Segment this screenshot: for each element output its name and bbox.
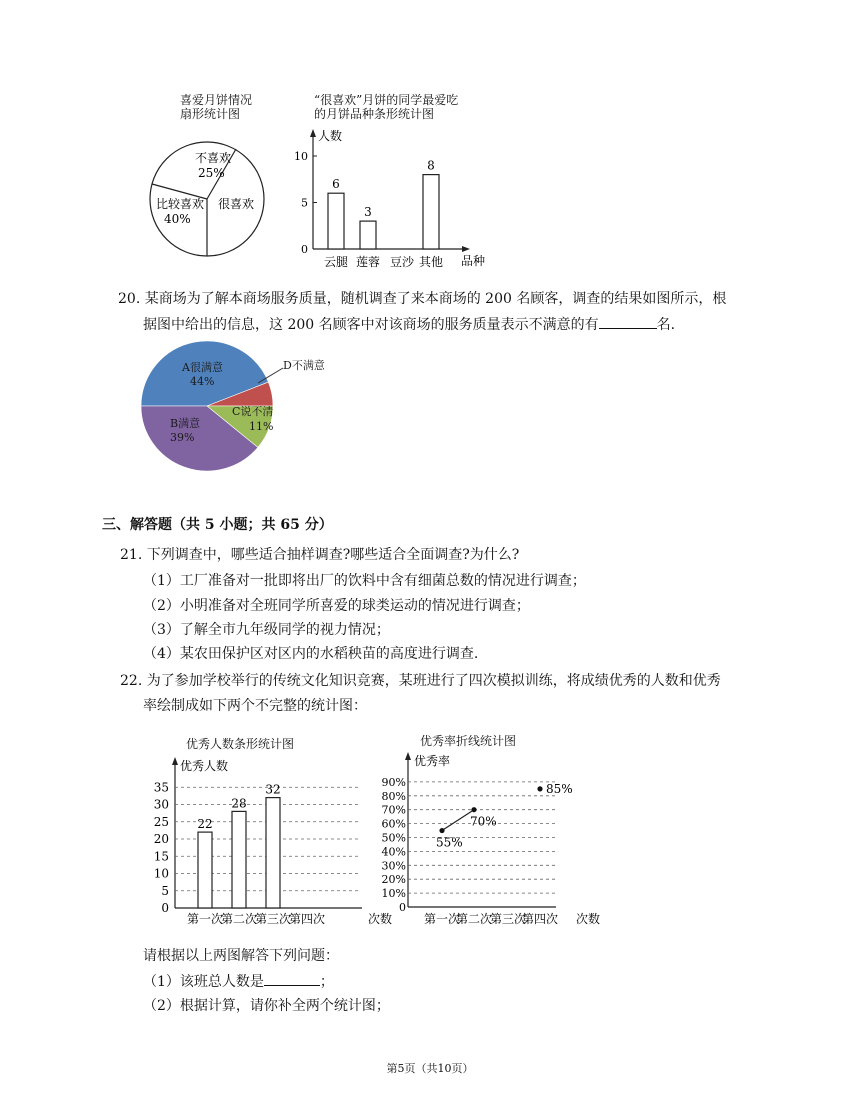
line-y-tick-label: 30% — [381, 859, 406, 873]
line-y-axis-arrow — [405, 752, 411, 760]
rate-point — [471, 807, 476, 812]
q20-line1: 20. 某商场为了解本商场服务质量，随机调查了来本商场的 200 名顾客，调查的结果如图所示，根 — [118, 291, 727, 307]
bar-y-tick-label: 15 — [153, 849, 169, 864]
bar-y-tick-label: 35 — [153, 780, 169, 795]
excellent-line-title: 优秀率折线统计图 — [420, 734, 517, 748]
q21-item-3: （3）了解全市九年级同学的视力情况； — [143, 622, 390, 638]
bar-y-tick-label: 20 — [153, 832, 169, 846]
bar-y-tick-label: 25 — [153, 814, 169, 829]
bar-value-label: 3 — [364, 205, 372, 220]
slice-c-pct: 11% — [249, 420, 274, 433]
line-x-tick-label: 第二次 — [455, 912, 493, 926]
bar-y-tick-label: 0 — [161, 901, 169, 915]
line-y-tick-label: 40% — [381, 845, 406, 859]
slice-a-pct: 44% — [190, 375, 215, 388]
q20-line2 — [143, 314, 675, 335]
mooncake-bar-chart — [296, 124, 496, 272]
q20-line2-end: 名. — [656, 317, 676, 333]
line-x-label: 次数 — [576, 912, 601, 926]
section3-heading: 三、解答题（共 5 小题；共 65 分） — [102, 517, 333, 533]
excellent-bar-title: 优秀人数条形统计图 — [186, 737, 295, 751]
x-axis-label: 品种 — [461, 254, 486, 268]
line-y-tick-label: 10% — [381, 887, 406, 901]
satisfaction-pie-chart — [140, 340, 340, 475]
line-y-tick-label: 50% — [381, 831, 406, 845]
q22-line1: 22. 为了参加学校举行的传统文化知识竞赛，某班进行了四次模拟训练，将成绩优秀的人数和优秀 — [120, 673, 721, 689]
q22-sub2: （2）根据计算，请你补全两个统计图； — [143, 998, 390, 1014]
line-y-tick-label: 20% — [381, 873, 406, 887]
line-y-tick-label: 80% — [381, 789, 406, 803]
rate-point-label: 70% — [470, 814, 497, 829]
y-tick-label: 0 — [301, 243, 308, 256]
slice-pct-dislike: 25% — [198, 166, 225, 180]
count-bar — [266, 798, 280, 908]
count-bar-value: 32 — [265, 782, 281, 797]
q21-item-4: （4）某农田保护区对区内的水稻秧苗的高度进行调查. — [143, 646, 479, 662]
bar-x-tick-label: 第二次 — [220, 912, 258, 926]
slice-label-like: 比较喜欢 — [156, 197, 205, 211]
line-x-tick-label: 第三次 — [489, 912, 527, 926]
y-axis-arrow — [310, 129, 316, 137]
x-tick-label: 云腿 — [323, 255, 349, 269]
line-y-label: 优秀率 — [414, 754, 451, 768]
slice-b-pct: 39% — [170, 431, 195, 444]
y-axis-label: 人数 — [318, 129, 343, 143]
q22-prompt: 请根据以上两图解答下列问题： — [143, 948, 339, 964]
line-y-tick-label: 70% — [381, 803, 406, 817]
x-tick-label: 莲蓉 — [355, 255, 381, 269]
x-tick-label: 其他 — [418, 255, 444, 269]
q22-sub1-text: （1）该班总人数是 — [143, 974, 264, 990]
bar-y-tick-label: 5 — [161, 883, 169, 898]
bar-y-tick-label: 30 — [153, 797, 169, 812]
mooncake-bar-title-2: 的月饼品种条形统计图 — [314, 107, 435, 121]
slice-a-label: A很满意 — [182, 361, 223, 374]
bar-x-tick-label: 第一次 — [186, 912, 224, 926]
line-y-tick-label: 90% — [381, 775, 406, 789]
q21-item-2: （2）小明准备对全班同学所喜爱的球类运动的情况进行调查； — [143, 598, 530, 614]
x-axis-arrow — [462, 246, 470, 252]
rate-point-label: 55% — [436, 835, 463, 850]
line-x-tick-label: 第一次 — [423, 912, 461, 926]
q22-sub1-end: ； — [319, 974, 334, 990]
line-y-tick-label: 0 — [399, 901, 406, 914]
mooncake-pie-title-1: 喜爱月饼情况 — [180, 93, 253, 107]
bar — [423, 175, 439, 249]
count-bar — [232, 811, 246, 908]
mooncake-bar-title-1: “很喜欢”月饼的同学最爱吃 — [314, 93, 459, 107]
slice-b-label: B满意 — [170, 417, 201, 430]
bar-x-tick-label: 第三次 — [254, 912, 292, 926]
q21-stem: 21. 下列调查中，哪些适合抽样调查?哪些适合全面调查?为什么? — [120, 547, 520, 563]
line-y-tick-label: 60% — [381, 817, 406, 831]
excellent-count-bar-chart — [150, 752, 400, 932]
line-x-tick-label: 第四次 — [521, 912, 559, 926]
page-footer: 第5页（共10页） — [386, 1062, 474, 1075]
count-bar — [198, 832, 212, 908]
q21-item-1: （1）工厂准备对一批即将出厂的饮料中含有细菌总数的情况进行调查； — [143, 573, 586, 589]
y-tick-label: 5 — [301, 196, 308, 210]
slice-d-label: D不满意 — [283, 359, 325, 372]
bar-y-label: 优秀人数 — [180, 759, 229, 773]
bar-value-label: 8 — [427, 158, 435, 173]
q22-sub1 — [143, 971, 334, 992]
excellent-rate-line-chart — [378, 748, 603, 932]
x-tick-label: 豆沙 — [389, 255, 415, 269]
slice-c-label: C说不清 — [232, 405, 274, 418]
count-bar-value: 28 — [231, 796, 247, 811]
slice-label-love: 很喜欢 — [218, 197, 255, 211]
slice-label-dislike: 不喜欢 — [195, 151, 232, 165]
q20-answer-blank — [599, 314, 657, 329]
mooncake-pie-title-2: 扇形统计图 — [180, 107, 241, 121]
bar-value-label: 6 — [332, 177, 340, 192]
q22-line2: 率绘制成如下两个不完整的统计图： — [143, 698, 367, 714]
count-bar-value: 22 — [197, 817, 213, 832]
mooncake-pie-chart — [140, 136, 276, 262]
bar-y-tick-label: 10 — [153, 866, 169, 881]
q20-line2-text: 据图中给出的信息，这 200 名顾客中对该商场的服务质量表示不满意的有 — [143, 317, 599, 333]
y-tick-label: 10 — [294, 150, 308, 163]
q22-total-blank — [264, 971, 320, 986]
bar — [360, 221, 376, 249]
bar-x-tick-label: 第四次 — [288, 912, 326, 926]
rate-point-label: 85% — [546, 781, 573, 796]
bar — [328, 193, 344, 249]
rate-point — [439, 828, 444, 833]
bar-y-axis-arrow — [172, 757, 178, 765]
bar-x-label: 次数 — [368, 912, 393, 926]
rate-point — [537, 786, 542, 791]
slice-pct-like: 40% — [164, 212, 191, 226]
